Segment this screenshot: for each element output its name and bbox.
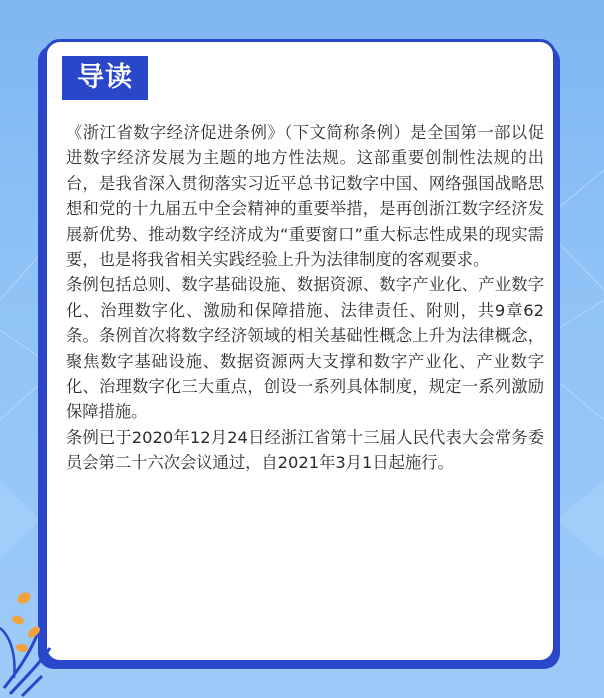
paragraph-structure: 条例包括总则、数字基础设施、数据资源、数字产业化、产业数字化、治理数字化、激励和保障措施、法律责任、附则，共9章62条。条例首次将数字经济领域的相关基础性概念上升为法律概念，聚焦数字基础设施、数据资源两大支撑和数字产业化、产业数字化、治理数字化三大重点，创设一系列具体制度，规定一系列激励保障措施。 — [66, 275, 544, 422]
paragraph-effective-date: 条例已于2020年12月24日经浙江省第十三届人民代表大会常务委员会第二十六次会议通过，自2021年3月1日起施行。 — [66, 427, 544, 473]
leaf-decoration — [0, 558, 80, 698]
section-title: 导读 — [62, 56, 148, 100]
leaf-icon — [0, 590, 50, 696]
article-body — [66, 120, 544, 476]
paragraph-intro: 《浙江省数字经济促进条例》（下文简称条例）是全国第一部以促进数字经济发展为主题的地方性法规。这部重要创制性法规的出台，是我省深入贯彻落实习近平总书记数字中国、网络强国战略思想和党的十九届五中全会精神的重要举措，是再创浙江数字经济发展新优势、推动数字经济成为“重要窗口”重大标志性成果的现实需要，也是将我省相关实践经验上升为法律制度的客观要求。 — [66, 123, 544, 270]
